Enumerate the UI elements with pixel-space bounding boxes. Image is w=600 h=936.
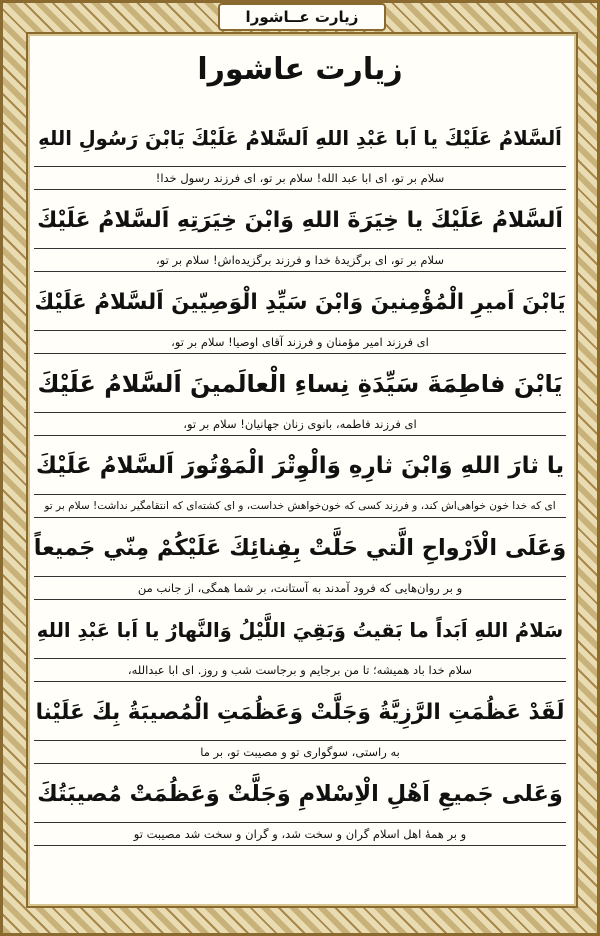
persian-translation: سلام خدا باد همیشه؛ تا من برجایم و برجاست شب و روز. ای ابا عبدالله، bbox=[34, 658, 566, 682]
persian-translation: و بر همهٔ اهل اسلام گران و سخت شد، و گران و سخت شد مصیبت تو bbox=[34, 822, 566, 846]
verse-2 bbox=[34, 192, 566, 272]
arabic-text: سَلامُ اللهِ اَبَداً ما بَقيتُ وَبَقِيَ اللَّيْلُ وَالنَّهارُ يا اَبا عَبْدِ اللهِ bbox=[36, 618, 564, 642]
arabic-text: يَابْنَ فاطِمَةَ سَيِّدَةِ نِساءِ الْعالَمينَ اَلسَّلامُ عَلَيْكَ bbox=[37, 370, 563, 398]
arabic-text: اَلسَّلامُ عَلَيْكَ يا خِيَرَةَ اللهِ وَابْنَ خِيَرَتِهِ اَلسَّلامُ عَلَيْكَ bbox=[37, 207, 563, 233]
arabic-text: يَابْنَ اَميرِ الْمُؤْمِنينَ وَابْنَ سَيِّدِ الْوَصِيّينَ اَلسَّلامُ عَلَيْكَ bbox=[34, 289, 566, 315]
header-title-tab: زیارت عــاشورا bbox=[218, 3, 386, 31]
verse-9 bbox=[34, 766, 566, 846]
persian-translation: ای فرزند امیر مؤمنان و فرزند آقای اوصیا! سلام بر تو، bbox=[34, 330, 566, 354]
verse-7 bbox=[34, 602, 566, 682]
verse-6 bbox=[34, 520, 566, 600]
page-title: زيارت عاشورا bbox=[197, 52, 403, 87]
arabic-text: وَعَلَى الْاَرْواحِ الَّتي حَلَّتْ بِفِنائِكَ عَلَيْكُمْ مِنّي جَميعاً bbox=[34, 535, 566, 561]
arabic-text: يا ثارَ اللهِ وَابْنَ ثارِهِ وَالْوِتْرَ الْمَوْتُورَ اَلسَّلامُ عَلَيْكَ bbox=[35, 453, 565, 479]
arabic-text: اَلسَّلامُ عَلَيْكَ يا اَبا عَبْدِ اللهِ اَلسَّلامُ عَلَيْكَ يَابْنَ رَسُولِ اللهِ bbox=[38, 126, 562, 150]
arabic-text: لَقَدْ عَظُمَتِ الرَّزِيَّةُ وَجَلَّتْ وَعَظُمَتِ الْمُصيبَةُ بِكَ عَلَيْنا bbox=[35, 699, 565, 725]
persian-translation: به راستی، سوگواری تو و مصیبت تو، بر ما bbox=[34, 740, 566, 764]
persian-translation: سلام بر تو، ای ابا عبد الله! سلام بر تو، ای فرزند رسول خدا! bbox=[34, 166, 566, 190]
verse-3 bbox=[34, 274, 566, 354]
verse-5 bbox=[34, 438, 566, 518]
arabic-text: وَعَلى جَميعِ اَهْلِ الْاِسْلامِ وَجَلَّتْ وَعَظُمَتْ مُصيبَتُكَ bbox=[37, 781, 563, 807]
persian-translation: ای فرزند فاطمه، بانوی زنان جهانیان! سلام بر تو، bbox=[34, 412, 566, 436]
persian-translation: ای که خدا خون خواهی‌اش کند، و فرزند کسی که خون‌خواهش خداست، و ای کشته‌ای که انتقامگیر نداشت! سلام بر تو bbox=[34, 494, 566, 518]
verse-1 bbox=[34, 110, 566, 190]
verse-8 bbox=[34, 684, 566, 764]
verse-4 bbox=[34, 356, 566, 436]
persian-translation: و بر روان‌هایی که فرود آمدند به آستانت، بر شما همگی، از جانب من bbox=[34, 576, 566, 600]
persian-translation: سلام بر تو، ای برگزیدهٔ خدا و فرزند برگزیده‌اش! سلام بر تو، bbox=[34, 248, 566, 272]
